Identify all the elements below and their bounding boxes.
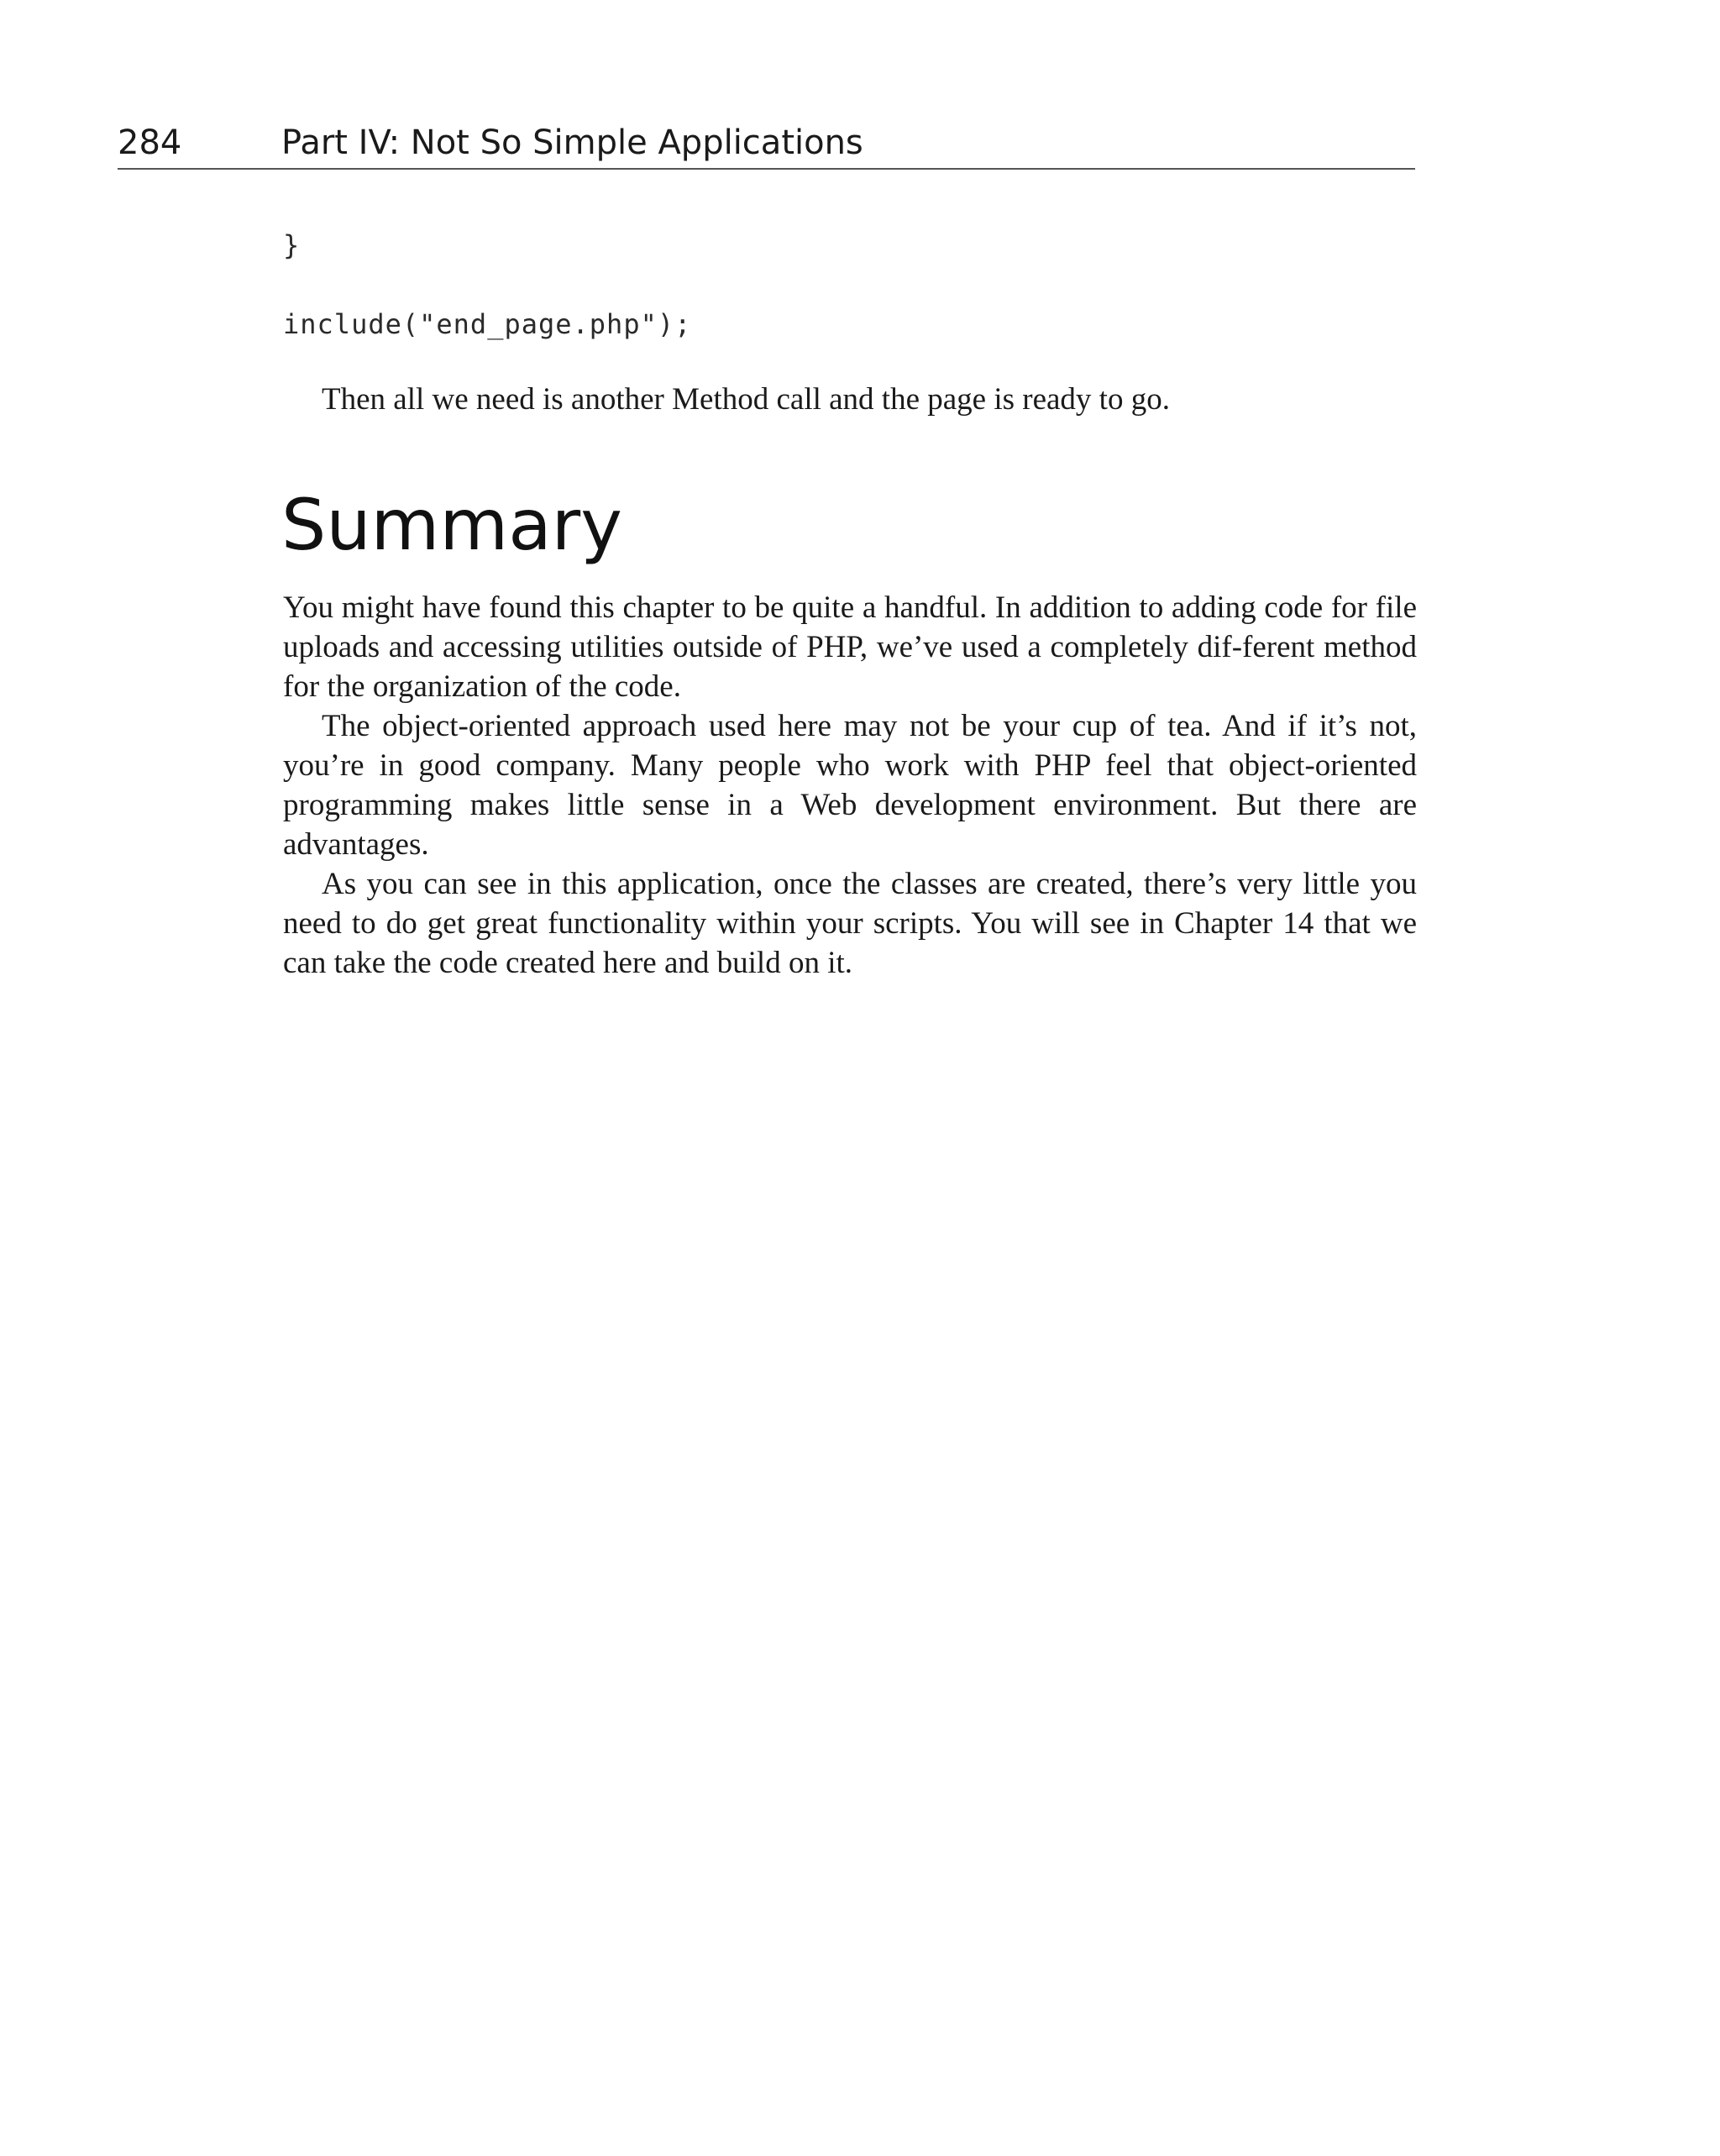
running-header [118,119,1415,170]
summary-paragraph: The object-oriented approach used here may not be your cup of tea. And if it’s not, you’re in good company. Many people who work with PHP feel that object-oriented programming makes little sense in a Web development environment. But there are advantages. [283,709,1417,862]
code-line-closing-brace: } [283,229,301,261]
summary-text [283,588,1417,983]
summary-paragraph: As you can see in this application, once the classes are created, there’s very little you need to do get great functionality within your scripts. You will see in Chapter 14 that we can take the code created here and build on it. [283,867,1417,980]
summary-paragraph: You might have found this chapter to be quite a handful. In addition to adding code for file uploads and accessing utilities outside of PHP, we’ve used a completely dif-ferent method for the organization of the code. [283,590,1417,704]
section-heading: Summary [281,484,622,566]
part-title: Part IV: Not So Simple Applications [281,123,863,162]
intro-paragraph: Then all we need is another Method call and the page is ready to go. [322,382,1170,417]
code-line-include: include("end_page.php"); [283,308,692,340]
page-number: 284 [118,123,182,162]
